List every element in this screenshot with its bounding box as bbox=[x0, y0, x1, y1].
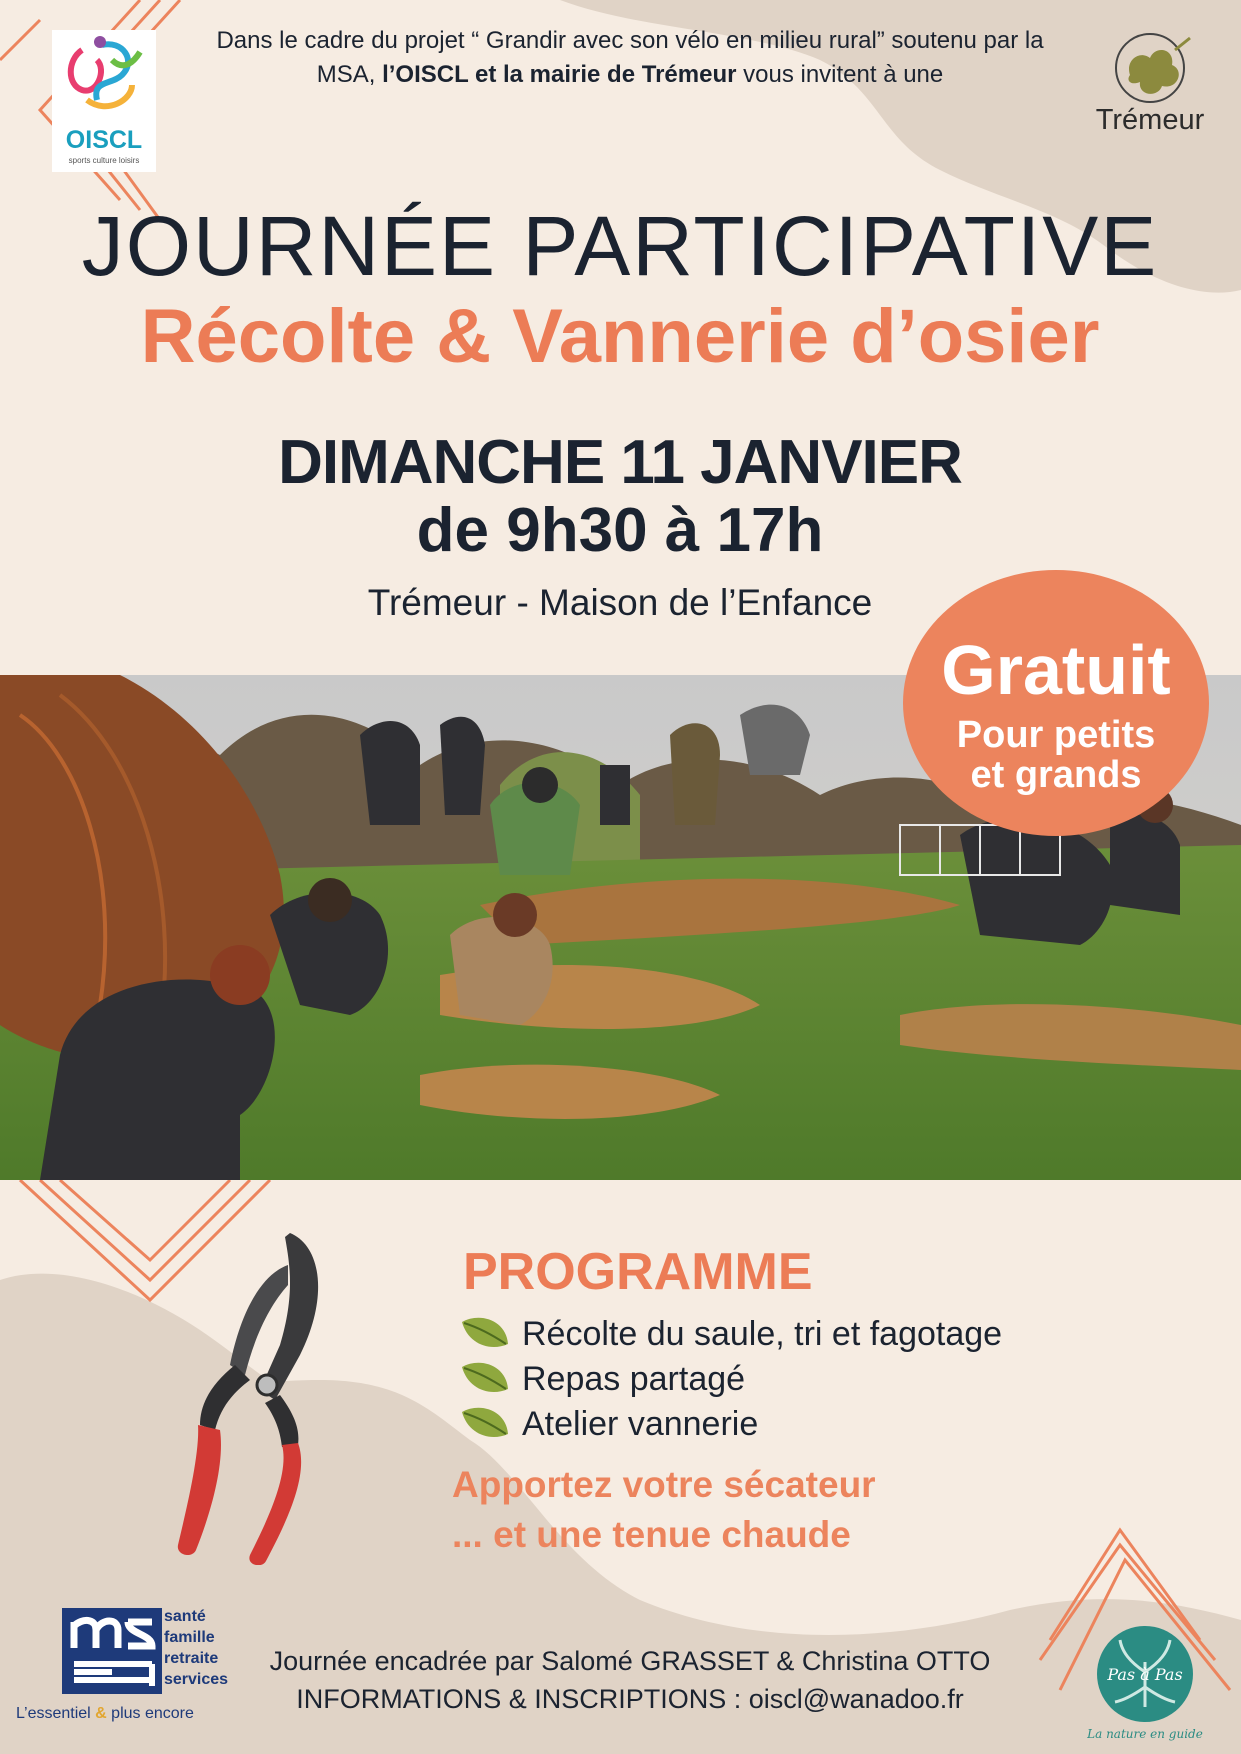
paspas-logo bbox=[1080, 1612, 1210, 1742]
msa-line: services bbox=[164, 1671, 229, 1688]
free-badge-title: Gratuit bbox=[941, 631, 1171, 709]
msa-line: retraite bbox=[164, 1650, 219, 1667]
oiscl-logo bbox=[52, 30, 156, 172]
msa-logo bbox=[16, 1600, 256, 1730]
list-item-label: Repas partagé bbox=[522, 1360, 746, 1398]
msa-line: santé bbox=[164, 1608, 206, 1625]
leaf-icon bbox=[460, 1404, 510, 1444]
paspas-name: Pas à Pas bbox=[1107, 1665, 1183, 1684]
msa-line: famille bbox=[164, 1629, 215, 1646]
msa-tagline-end: plus encore bbox=[106, 1705, 194, 1722]
msa-tagline-amp: & bbox=[95, 1705, 107, 1722]
tremeur-logo bbox=[1090, 30, 1210, 140]
list-item-label: Atelier vannerie bbox=[522, 1405, 759, 1443]
intro-text bbox=[190, 24, 1070, 92]
event-hours: de 9h30 à 17h bbox=[416, 496, 824, 565]
tremeur-wordmark: Trémeur bbox=[1095, 104, 1205, 136]
free-badge-line2: et grands bbox=[970, 754, 1142, 796]
msa-mark-icon bbox=[62, 1608, 162, 1694]
leaf-icon bbox=[460, 1359, 510, 1399]
tremeur-leaf-icon bbox=[1090, 30, 1210, 110]
oiscl-tagline: sports culture loisirs bbox=[68, 156, 140, 165]
list-item-label: Récolte du saule, tri et fagotage bbox=[522, 1315, 1003, 1353]
msa-tagline-start: L’essentiel bbox=[16, 1705, 96, 1722]
free-badge-line1: Pour petits bbox=[956, 714, 1156, 756]
oiscl-figure-icon bbox=[52, 30, 156, 126]
intro-text-bold: l’OISCL et la mairie de Trémeur bbox=[382, 61, 737, 88]
leaf-icon bbox=[460, 1314, 510, 1354]
pruning-shears-icon bbox=[170, 1225, 340, 1565]
msa-lines bbox=[164, 1606, 228, 1690]
free-badge bbox=[903, 570, 1209, 836]
event-date: DIMANCHE 11 JANVIER bbox=[278, 428, 962, 497]
programme-title: PROGRAMME bbox=[463, 1243, 813, 1301]
page-title: JOURNÉE PARTICIPATIVE bbox=[81, 199, 1159, 293]
page-subtitle: Récolte & Vannerie d’osier bbox=[140, 294, 1100, 379]
bring-clothes-text: ... et une tenue chaude bbox=[452, 1514, 851, 1555]
footer-credits: Journée encadrée par Salomé GRASSET & Christina OTTO bbox=[269, 1646, 991, 1676]
bring-secateur-text: Apportez votre sécateur bbox=[452, 1464, 876, 1505]
oiscl-wordmark: OISCL bbox=[65, 126, 143, 154]
footer-contact: INFORMATIONS & INSCRIPTIONS : oiscl@wanadoo.fr bbox=[296, 1684, 964, 1714]
intro-text-start: Dans le cadre du projet “ Grandir avec son vélo en milieu rural” soutenu par la MSA, bbox=[216, 27, 1044, 88]
event-location: Trémeur - Maison de l’Enfance bbox=[367, 582, 873, 623]
msa-tagline bbox=[16, 1705, 194, 1723]
paspas-tagline: La nature en guide bbox=[1087, 1727, 1203, 1741]
intro-text-end: vous invitent à une bbox=[736, 61, 944, 88]
